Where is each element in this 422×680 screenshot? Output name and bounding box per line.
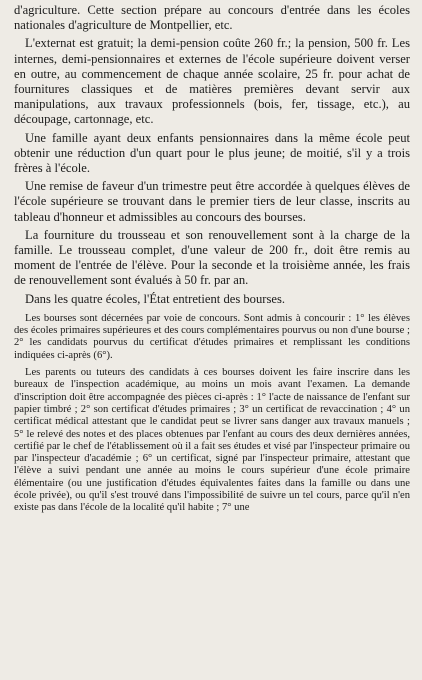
paragraph-state-bursaries: Dans les quatre écoles, l'État entretient des bourses. [25,291,286,306]
paragraph-quarter-remission: Une remise de faveur d'un trimestre peut être accordée à quelques élèves de l'école supérieure se trouvant dans le premier tiers de leur classe, inscrits au tableau d'honneur et admissibles au concours des bourses. [14,179,410,224]
bursary-details-section [14,313,410,515]
paragraph-externat-fees: L'externat est gratuit; la demi-pension coûte 260 fr.; la pension, 500 fr. Les internes, demi-pensionnaires et externes de l'école supérieure doivent verser en outre, au commencement de chaque année scolaire, 25 fr. pour achat de fournitures classiques et de matières premières devant servir aux manipulations, aux travaux professionnels (bois, fer, tissage, etc.), au découpage, cartonnage, etc. [14,36,410,127]
paragraph-family-reduction: Une famille ayant deux enfants pensionnaires dans la même école peut obtenir une réduction d'un quart pour le plus jeune; de moitié, s'il y a trois frères à l'école. [14,130,410,176]
paragraph-bursary-competition: Les bourses sont décernées par voie de concours. Sont admis à concourir : 1° les élèves des écoles primaires supérieures et des cours complémentaires pourvus ou non d'une bourse ; 2° les candidats pourvus du certificat d'études primaires et remplissant les conditions indiquées ci-après (6°). [14,312,410,361]
paragraph-agriculture-section: d'agriculture. Cette section prépare au concours d'entrée dans les écoles nationales d'agriculture de Montpellier, etc. [14,3,410,33]
paragraph-trousseau: La fourniture du trousseau et son renouvellement sont à la charge de la famille. Le trousseau complet, d'une valeur de 200 fr., doit être remis au moment de l'entrée de l'élève. Pour la seconde et la troisième année, les frais de renouvellement sont évalués à 50 fr. par an. [14,227,410,288]
paragraph-registration-documents: Les parents ou tuteurs des candidats à ces bourses doivent les faire inscrire dans les bureaux de l'inspection académique, au moins un mois avant l'examen. La demande d'inscription doit être accompagnée des pièces ci-après : 1° l'acte de naissance de l'enfant sur papier timbré ; 2° son certificat d'études primaires ; 3° un certificat de revaccination ; 4° un certificat médical attestant que le candidat peut se livrer sans danger aux travaux manuels ; 5° le relevé des notes et des places obtenues par l'enfant au cours des deux dernières années, certifié par le chef de l'établissement où il a fait ses études et visé par l'inspecteur primaire ou par l'inspecteur d'académie ; 6° un certificat, signé par l'inspecteur primaire, attestant que l'élève a suivi pendant une année au moins le cours supérieur d'une école primaire élémentaire (ou une justification d'études équivalentes faites dans la famille ou dans une école privée), ou qu'il s'est trouvé dans l'impossibilité de suivre un tel cours, parce qu'il n'en existe pas dans l'école de la localité qu'il habite ; 7° une [14,367,410,514]
main-text-section [14,3,410,307]
